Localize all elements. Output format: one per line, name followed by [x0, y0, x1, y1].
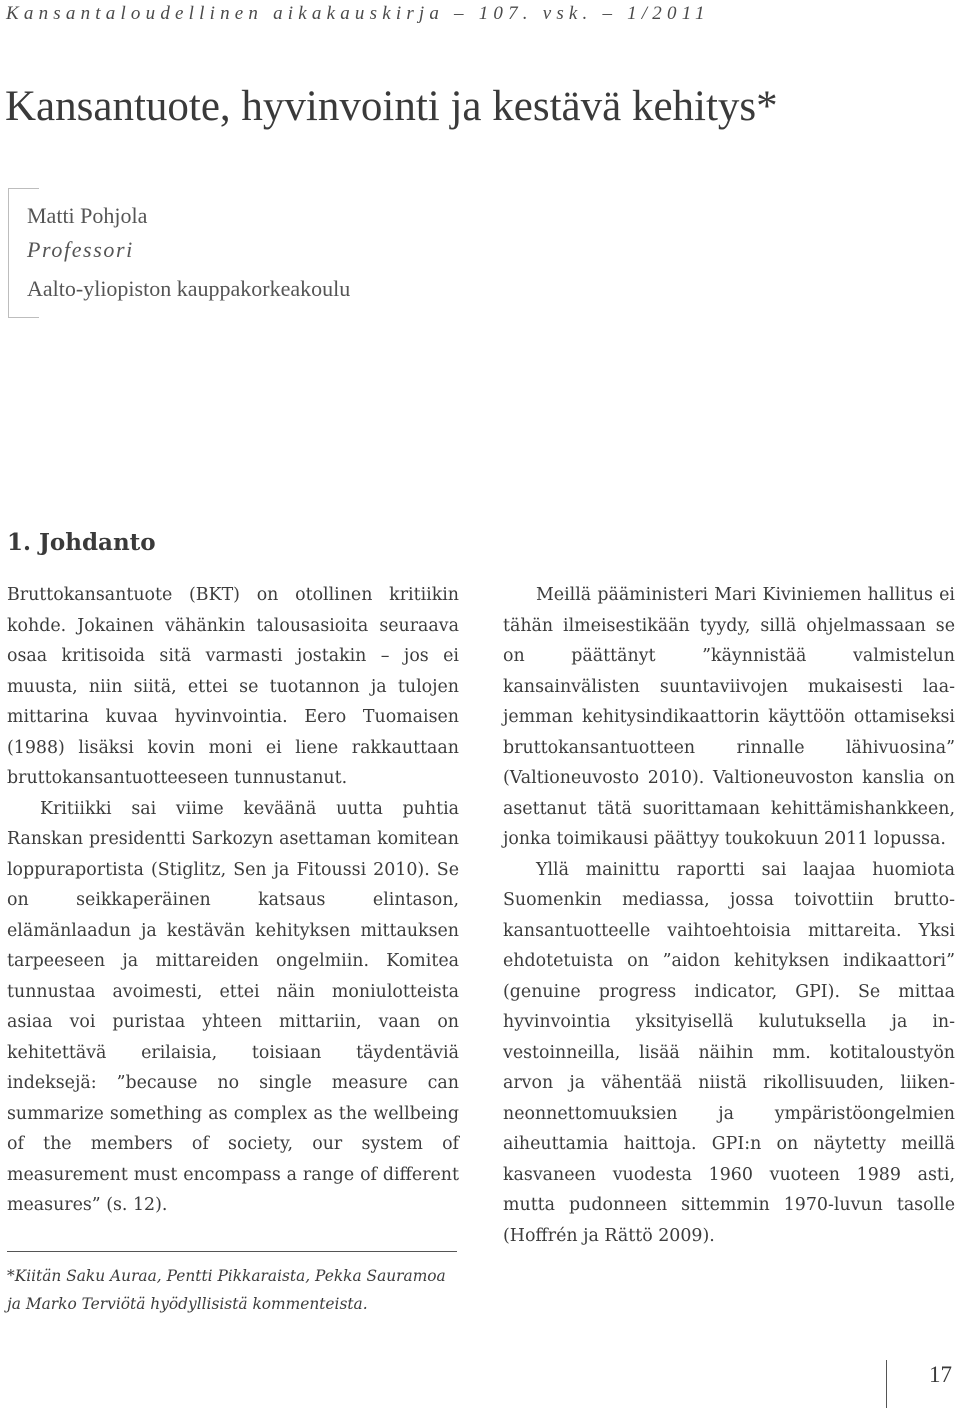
left-column [7, 580, 459, 1221]
article-title: Kansantuote, hyvinvointi ja kestävä kehitys* [5, 83, 778, 130]
author-role: Professori [27, 237, 134, 262]
footnote-divider [7, 1251, 457, 1252]
page-number-divider [886, 1360, 887, 1408]
author-name: Matti Pohjola [27, 203, 148, 228]
paragraph: Meillä pääministeri Mari Kiviniemen hallitus ei tähän ilmeisestikään tyydy, sillä ohjelmassaan se on päättänyt ”käynnistää valmistelun kansainvälisten suuntaviivojen mukaisesti laajemman kehitysindikaattorin käyttöön ottamiseksi bruttokansantuotteen rinnalle lähivuosina” (Valtioneuvosto 2010). Valtioneuvoston kanslia on asettanut tätä suorittamaan kehittämishankkeen, jonka toimikausi päättyy toukokuun 2011 lopussa. [503, 585, 955, 849]
running-head: Kansantaloudellinen aikakauskirja – 107. vsk. – 1/2011 [6, 3, 710, 24]
paragraph: Kritiikki sai viime keväänä uutta puhtia Ranskan presidentti Sarkozyn asettaman komitean loppuraportista (Stiglitz, Sen ja Fitoussi 2010). Se on seikkaperäinen katsaus elintason, elämänlaadun ja kestävän kehityksen mittauksen tarpeeseen ja mittareiden ongelmiin. Komitea tunnustaa avoimesti, ettei näin moniulotteista asiaa voi puristaa yhteen mittariin, vaan on kehitettävä erilaisia, toisiaan täydentäviä indeksejä: ”because no single measure can summarize something as complex as the wellbeing of the members of society, our system of measurement must encompass a range of different measures” (s. 12). [7, 798, 459, 1215]
right-column [503, 580, 955, 1251]
footnote: *Kiitän Saku Auraa, Pentti Pikkaraista, Pekka Sauramoa ja Marko Terviötä hyödyllisistä kommenteista. [7, 1267, 446, 1313]
author-affiliation: Aalto-yliopiston kauppakorkeakoulu [27, 276, 351, 301]
paragraph: Bruttokansantuote (BKT) on otollinen kritiikin kohde. Jokainen vähänkin talousasioita seuraava osaa kritisoida sitä varmasti jostakin – jos ei muusta, niin siitä, ettei se tuotannon ja tulojen mittarina kuvaa hyvinvointia. Eero Tuomaisen (1988) lisäksi kovin moni ei liene rakkauttaan bruttokansantuotteeseen tunnustanut. [7, 585, 459, 788]
page-number: 17 [929, 1362, 952, 1387]
paragraph: Yllä mainittu raportti sai laajaa huomiota Suomenkin mediassa, jossa toivottiin bruttokansantuotteelle vaihtoehtoisia mittareita. Yksi ehdotetuista on ”aidon kehityksen indikaattori” (genuine progress indicator, GPI). Se mittaa hyvinvointia yksityisellä kulutuksella ja investoinneilla, lisää näihin mm. kotitaloustyön arvon ja vähentää niistä rikollisuuden, liikenneonnettomuuksien ja ympäristöongelmien aiheuttamia haittoja. GPI:n on näytetty meillä kasvaneen vuodesta 1960 vuoteen 1989 asti, mutta pudonneen sittemmin 1970-luvun tasolle (Hoffrén ja Rättö 2009). [503, 859, 955, 1246]
section-heading: 1. Johdanto [7, 529, 156, 556]
